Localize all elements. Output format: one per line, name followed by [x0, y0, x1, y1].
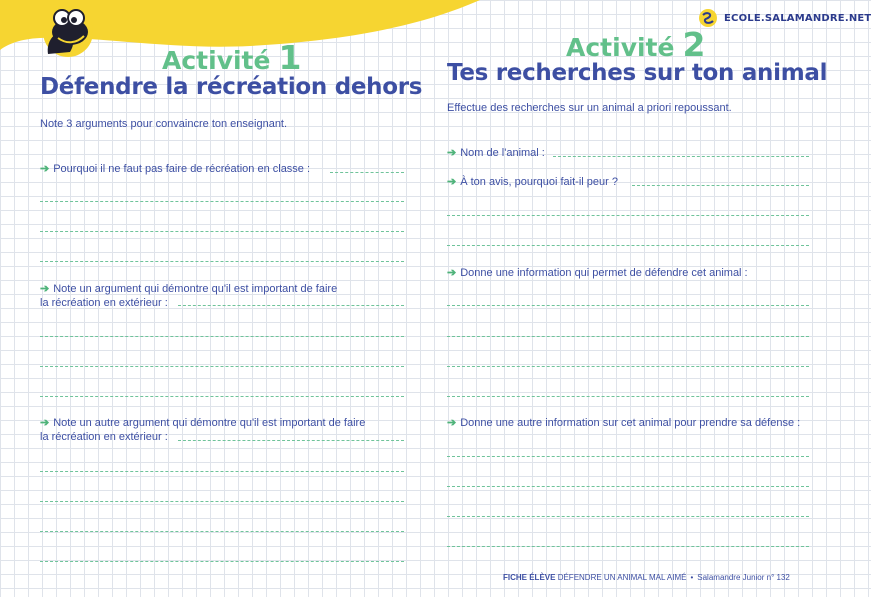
activity1-intro: Note 3 arguments pour convaincre ton enseignant.: [40, 118, 288, 130]
arrow-right-icon: ➔: [447, 147, 457, 159]
arrow-right-icon: ➔: [40, 163, 50, 175]
activity1-number: 1: [278, 38, 302, 77]
activity1-question-1-text: Pourquoi il ne faut pas faire de récréation en classe :: [53, 163, 311, 175]
footer-separator: •: [690, 573, 694, 582]
answer-line[interactable]: [40, 261, 404, 262]
answer-line[interactable]: [447, 516, 809, 517]
brand-link[interactable]: [698, 9, 871, 27]
activity1-word: Activité: [162, 46, 271, 75]
activity1-title: Défendre la récréation dehors: [40, 74, 423, 100]
activity2-question-2-text: À ton avis, pourquoi fait-il peur ?: [460, 176, 618, 188]
answer-line[interactable]: [40, 231, 404, 232]
answer-line[interactable]: [40, 366, 404, 367]
activity2-label: [566, 25, 705, 64]
arrow-right-icon: ➔: [40, 417, 50, 429]
answer-line[interactable]: [553, 156, 809, 157]
arrow-right-icon: ➔: [447, 267, 457, 279]
answer-line[interactable]: [447, 215, 809, 216]
footer-label: FICHE ÉLÈVE: [503, 573, 556, 582]
answer-line[interactable]: [632, 185, 809, 186]
activity1-question-3-text-1: Note un autre argument qui démontre qu'il est important de faire: [53, 417, 366, 429]
answer-line[interactable]: [330, 172, 404, 173]
answer-line[interactable]: [447, 396, 809, 397]
activity2-question-2: [447, 175, 618, 189]
activity2-question-3-text: Donne une information qui permet de défendre cet animal :: [460, 267, 748, 279]
answer-line[interactable]: [447, 336, 809, 337]
answer-line[interactable]: [447, 366, 809, 367]
activity2-question-4: [447, 416, 800, 430]
answer-line[interactable]: [447, 305, 809, 306]
answer-line[interactable]: [178, 440, 404, 441]
activity2-number: 2: [682, 25, 706, 64]
answer-line[interactable]: [447, 245, 809, 246]
activity1-question-2-text-1: Note un argument qui démontre qu'il est important de faire: [53, 283, 338, 295]
answer-line[interactable]: [40, 471, 404, 472]
answer-line[interactable]: [178, 305, 404, 306]
activity2-intro: Effectue des recherches sur un animal a priori repoussant.: [447, 102, 732, 114]
activity1-question-3-text-2: la récréation en extérieur :: [40, 431, 168, 443]
activity2-question-1: [447, 146, 545, 160]
activity1-question-1: [40, 162, 310, 176]
salamander-mascot-icon: [40, 2, 100, 58]
arrow-right-icon: ➔: [40, 283, 50, 295]
answer-line[interactable]: [40, 396, 404, 397]
answer-line[interactable]: [40, 336, 404, 337]
page-footer: [503, 573, 790, 582]
answer-line[interactable]: [447, 546, 809, 547]
answer-line[interactable]: [40, 561, 404, 562]
arrow-right-icon: ➔: [447, 417, 457, 429]
activity2-word: Activité: [566, 33, 675, 62]
arrow-right-icon: ➔: [447, 176, 457, 188]
activity2-question-4-text: Donne une autre information sur cet animal pour prendre sa défense :: [460, 417, 801, 429]
activity2-question-3: [447, 266, 748, 280]
activity1-label: [162, 38, 301, 77]
answer-line[interactable]: [40, 201, 404, 202]
brand-url: ECOLE.SALAMANDRE.NET: [724, 12, 871, 24]
answer-line[interactable]: [447, 486, 809, 487]
answer-line[interactable]: [447, 456, 809, 457]
activity2-question-1-text: Nom de l'animal :: [460, 147, 545, 159]
footer-subject: DÉFENDRE UN ANIMAL MAL AIMÉ: [557, 573, 687, 582]
answer-line[interactable]: [40, 531, 404, 532]
activity1-question-2-text-2: la récréation en extérieur :: [40, 297, 168, 309]
footer-issue: Salamandre Junior n° 132: [697, 573, 790, 582]
answer-line[interactable]: [40, 501, 404, 502]
activity2-title: Tes recherches sur ton animal: [447, 60, 828, 86]
